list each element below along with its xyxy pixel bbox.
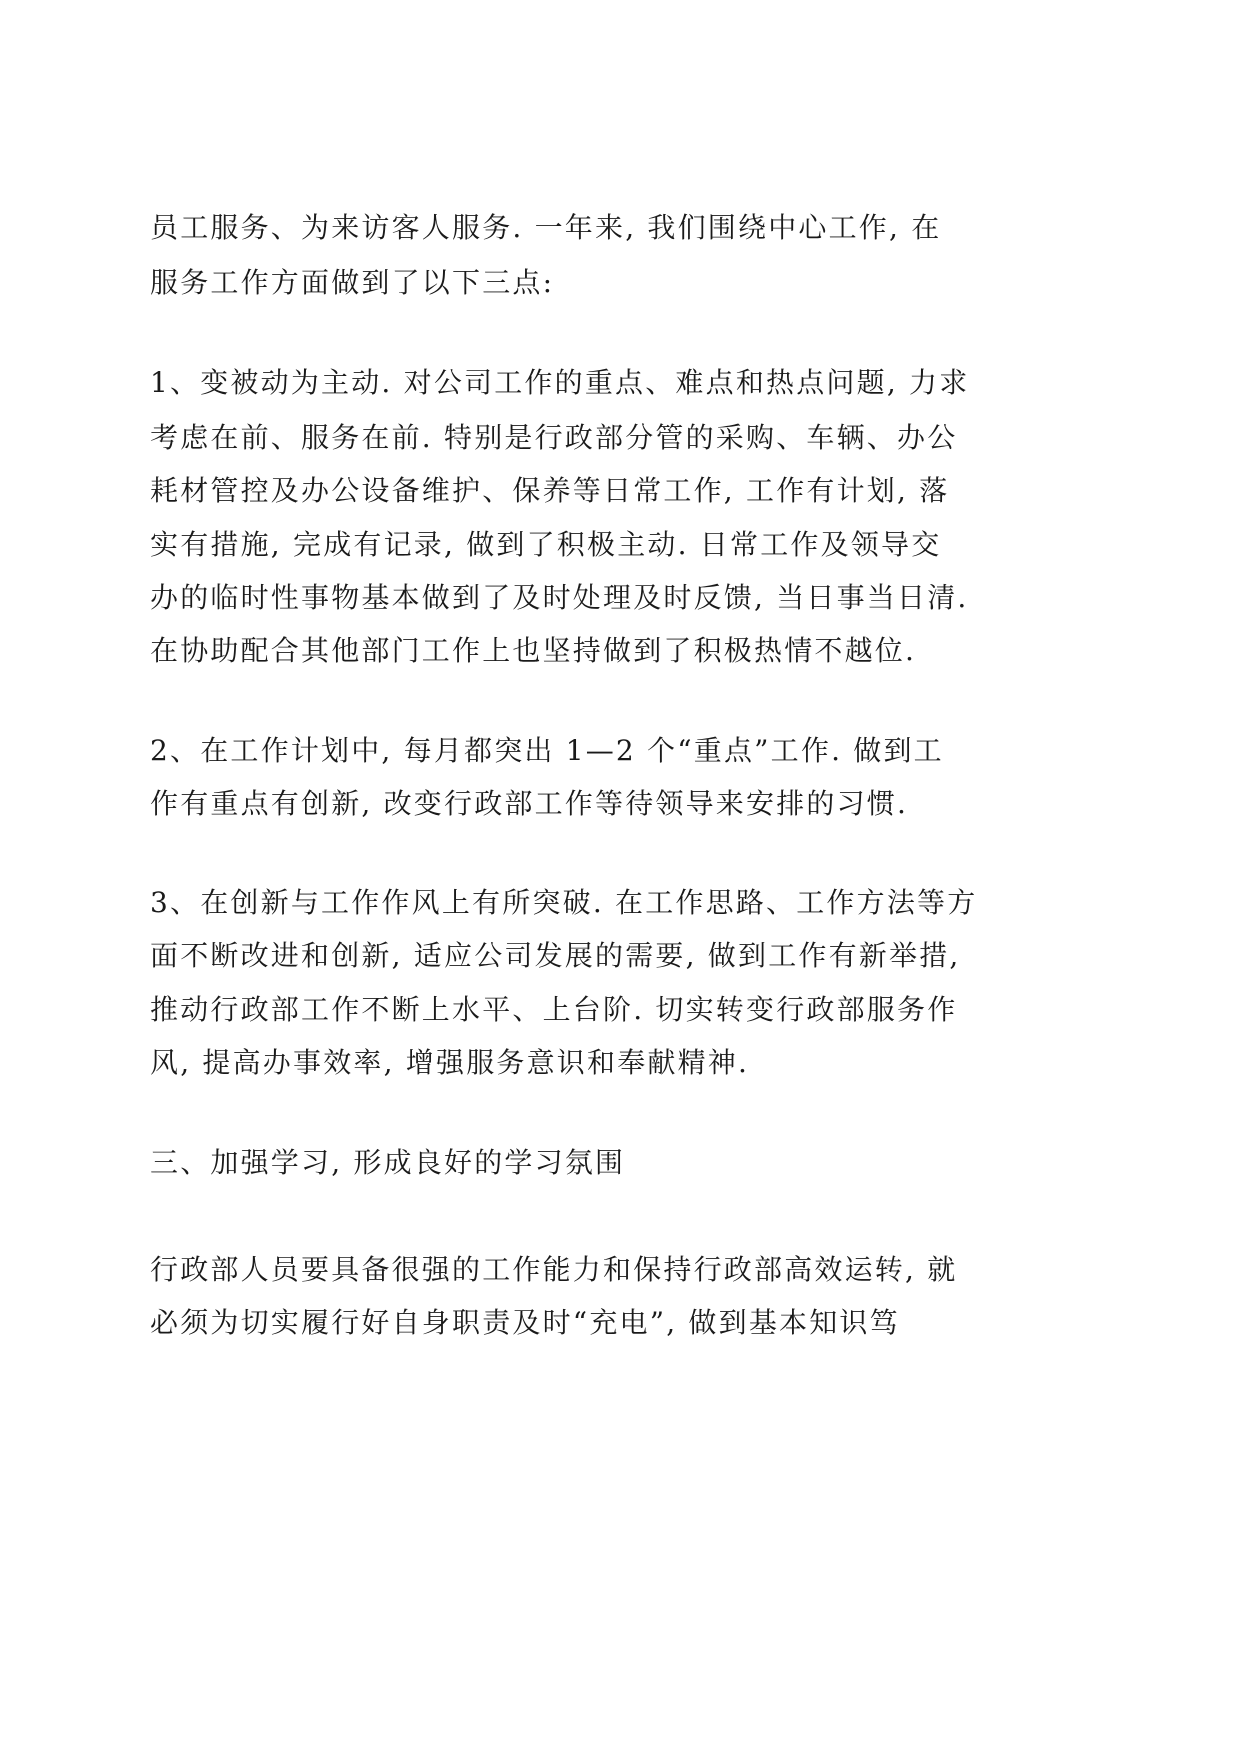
paragraph-2-line-3: 耗材管控及办公设备维护、保养等日常工作, 工作有计划, 落 [150, 474, 950, 507]
paragraph-3-line-1: 2、在工作计划中, 每月都突出 1—2 个“重点”工作. 做到工 [150, 734, 944, 767]
paragraph-6-line-2: 必须为切实履行好自身职责及时“充电”, 做到基本知识笃 [150, 1306, 900, 1339]
paragraph-3-line-2: 作有重点有创新, 改变行政部工作等待领导来安排的习惯. [150, 787, 909, 820]
paragraph-4-line-3: 推动行政部工作不断上水平、上台阶. 切实转变行政部服务作 [150, 993, 958, 1026]
paragraph-2-line-2: 考虑在前、服务在前. 特别是行政部分管的采购、车辆、办公 [150, 421, 958, 454]
paragraph-2-line-4: 实有措施, 完成有记录, 做到了积极主动. 日常工作及领导交 [150, 528, 942, 561]
paragraph-1-line-1: 员工服务、为来访客人服务. 一年来, 我们围绕中心工作, 在 [150, 211, 942, 244]
paragraph-6-line-1: 行政部人员要具备很强的工作能力和保持行政部高效运转, 就 [150, 1253, 958, 1286]
section-heading: 三、加强学习, 形成良好的学习氛围 [150, 1146, 626, 1179]
paragraph-2-line-1: 1、变被动为主动. 对公司工作的重点、难点和热点问题, 力求 [150, 366, 970, 399]
paragraph-4-line-4: 风, 提高办事效率, 增强服务意识和奉献精神. [150, 1046, 750, 1079]
paragraph-1-line-2: 服务工作方面做到了以下三点: [150, 266, 555, 299]
paragraph-2-line-6: 在协助配合其他部门工作上也坚持做到了积极热情不越位. [150, 634, 917, 667]
paragraph-4-line-1: 3、在创新与工作作风上有所突破. 在工作思路、工作方法等方 [150, 886, 978, 919]
paragraph-2-line-5: 办的临时性事物基本做到了及时处理及时反馈, 当日事当日清. [150, 581, 969, 614]
paragraph-4-line-2: 面不断改进和创新, 适应公司发展的需要, 做到工作有新举措, [150, 939, 961, 972]
